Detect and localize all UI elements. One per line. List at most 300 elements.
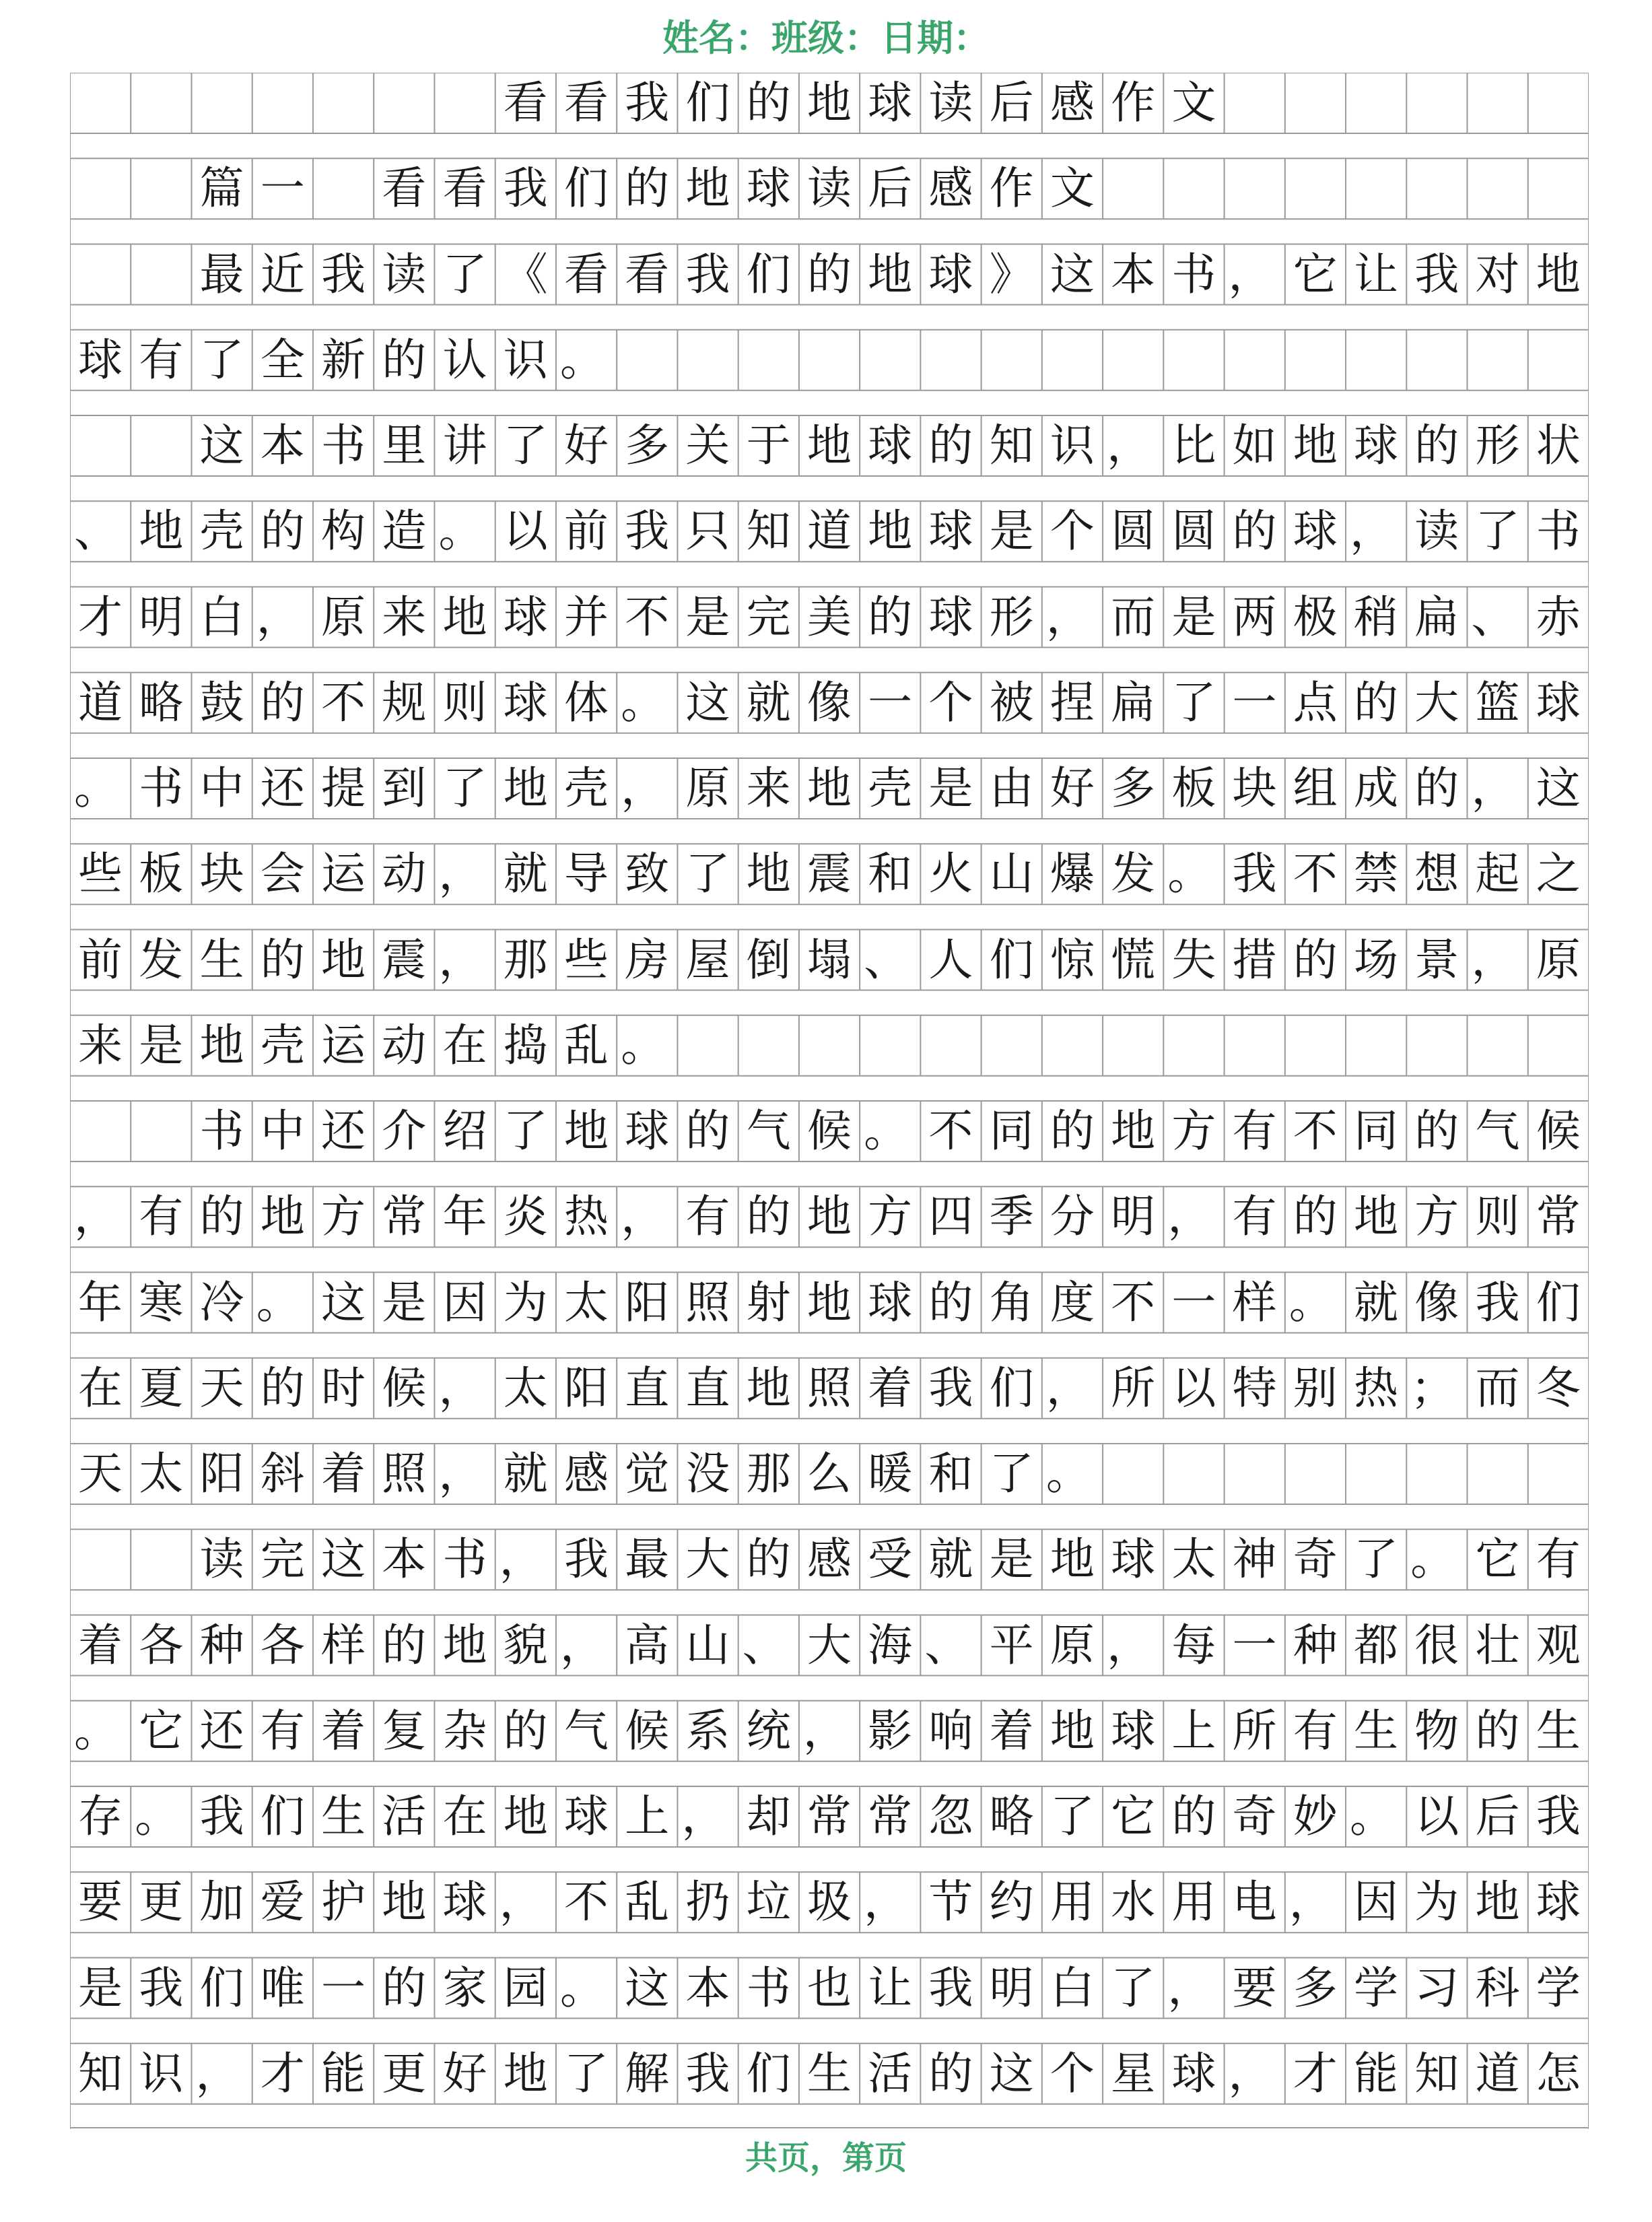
essay-character: 有 bbox=[685, 1190, 730, 1243]
essay-character: 篇 bbox=[199, 162, 244, 215]
essay-character: 地 bbox=[563, 1105, 609, 1157]
essay-character: 也 bbox=[806, 1961, 852, 2014]
essay-character: 大 bbox=[685, 1533, 730, 1586]
essay-character: 比 bbox=[1171, 419, 1216, 471]
essay-character: 系 bbox=[685, 1704, 730, 1757]
essay-character: 地 bbox=[806, 1276, 852, 1328]
essay-character: 和 bbox=[868, 848, 913, 900]
essay-character: 上 bbox=[625, 1790, 670, 1842]
essay-character: 讲 bbox=[442, 419, 487, 471]
essay-character: 捣 bbox=[503, 1019, 548, 1071]
essay-character: 美 bbox=[806, 591, 852, 643]
essay-character: 物 bbox=[1414, 1704, 1459, 1757]
essay-character: 捏 bbox=[1049, 676, 1095, 729]
essay-character: 候 bbox=[625, 1704, 670, 1757]
essay-character: 球 bbox=[1536, 1876, 1581, 1928]
essay-character: 垃 bbox=[746, 1876, 791, 1928]
essay-character: 生 bbox=[1536, 1704, 1581, 1757]
essay-character: 的 bbox=[260, 933, 305, 986]
essay-character: 热 bbox=[1354, 1361, 1399, 1414]
essay-character: ， bbox=[438, 933, 483, 986]
essay-character: 我 bbox=[625, 77, 670, 129]
essay-character: 了 bbox=[1475, 505, 1520, 558]
essay-character: 壳 bbox=[563, 762, 609, 814]
essay-character: 就 bbox=[503, 1448, 548, 1500]
essay-character: 的 bbox=[746, 1190, 791, 1243]
essay-character: 地 bbox=[503, 1790, 548, 1842]
essay-character: 看 bbox=[625, 248, 670, 300]
essay-character: 方 bbox=[868, 1190, 913, 1243]
essay-character: 活 bbox=[382, 1790, 427, 1842]
essay-character: 近 bbox=[260, 248, 305, 300]
essay-character: 有 bbox=[260, 1704, 305, 1757]
essay-character: 绍 bbox=[442, 1105, 487, 1157]
essay-character: 地 bbox=[1111, 1105, 1156, 1157]
essay-character: 这 bbox=[685, 676, 730, 729]
essay-character: 多 bbox=[1293, 1961, 1338, 2014]
essay-character: 了 bbox=[989, 1448, 1034, 1500]
essay-character: 不 bbox=[563, 1876, 609, 1928]
essay-character: 才 bbox=[78, 591, 123, 643]
essay-character: 很 bbox=[1414, 1619, 1459, 1671]
essay-character: 球 bbox=[442, 1876, 487, 1928]
essay-character: 角 bbox=[989, 1276, 1034, 1328]
essay-character: 地 bbox=[260, 1190, 305, 1243]
essay-character: 地 bbox=[746, 1361, 791, 1414]
essay-character: 提 bbox=[320, 762, 366, 814]
essay-character: 各 bbox=[260, 1619, 305, 1671]
essay-character: 爱 bbox=[260, 1876, 305, 1928]
essay-character: 想 bbox=[1414, 848, 1459, 900]
essay-character: ， bbox=[1045, 1361, 1091, 1414]
essay-character: 道 bbox=[806, 505, 852, 558]
essay-character: 了 bbox=[563, 2047, 609, 2099]
essay-character: 这 bbox=[989, 2047, 1034, 2099]
essay-character: 的 bbox=[1414, 1105, 1459, 1157]
essay-character: 的 bbox=[382, 1619, 427, 1671]
essay-character: 护 bbox=[320, 1876, 366, 1928]
essay-character: 圆 bbox=[1111, 505, 1156, 558]
essay-character: 是 bbox=[989, 505, 1034, 558]
essay-character: 星 bbox=[1111, 2047, 1156, 2099]
essay-character: 天 bbox=[199, 1361, 244, 1414]
essay-character: 候 bbox=[1536, 1105, 1581, 1157]
essay-character: 了 bbox=[1111, 1961, 1156, 2014]
essay-character: 壳 bbox=[260, 1019, 305, 1071]
essay-character: 圾 bbox=[806, 1876, 852, 1928]
essay-character: 么 bbox=[806, 1448, 852, 1500]
essay-character: 地 bbox=[806, 419, 852, 471]
essay-character: 一 bbox=[868, 676, 913, 729]
essay-character: 会 bbox=[260, 848, 305, 900]
essay-character: 读 bbox=[1414, 505, 1459, 558]
essay-character: 的 bbox=[928, 419, 973, 471]
essay-character: 这 bbox=[199, 419, 244, 471]
essay-character: 了 bbox=[685, 848, 730, 900]
essay-character: 读 bbox=[382, 248, 427, 300]
essay-character: 本 bbox=[1111, 248, 1156, 300]
essay-character: 科 bbox=[1475, 1961, 1520, 2014]
essay-character: 认 bbox=[442, 333, 487, 386]
essay-character: 那 bbox=[746, 1448, 791, 1500]
essay-character: 好 bbox=[1049, 762, 1095, 814]
essay-character: 这 bbox=[320, 1533, 366, 1586]
essay-character: 篮 bbox=[1475, 676, 1520, 729]
essay-character: 的 bbox=[260, 676, 305, 729]
essay-character: 的 bbox=[1171, 1790, 1216, 1842]
essay-character: 的 bbox=[1354, 676, 1399, 729]
essay-character: 了 bbox=[442, 762, 487, 814]
essay-character: ； bbox=[1410, 1361, 1455, 1414]
essay-character: 书 bbox=[1171, 248, 1216, 300]
essay-character: 的 bbox=[382, 1961, 427, 2014]
essay-character: 球 bbox=[1171, 2047, 1216, 2099]
essay-character: 形 bbox=[1475, 419, 1520, 471]
essay-character: 。 bbox=[256, 1276, 301, 1328]
essay-character: 每 bbox=[1171, 1619, 1216, 1671]
essay-character: 场 bbox=[1354, 933, 1399, 986]
essay-character: 后 bbox=[868, 162, 913, 215]
essay-character: ， bbox=[499, 1533, 544, 1586]
essay-character: 们 bbox=[1536, 1276, 1581, 1328]
essay-character: 太 bbox=[503, 1361, 548, 1414]
essay-character: 各 bbox=[139, 1619, 184, 1671]
essay-character: 个 bbox=[928, 676, 973, 729]
essay-character: 感 bbox=[563, 1448, 609, 1500]
essay-character: 我 bbox=[928, 1961, 973, 2014]
essay-character: 。 bbox=[864, 1105, 909, 1157]
essay-character: 能 bbox=[1354, 2047, 1399, 2099]
essay-character: 对 bbox=[1475, 248, 1520, 300]
essay-character: 状 bbox=[1536, 419, 1581, 471]
essay-character: 完 bbox=[746, 591, 791, 643]
essay-character: 。 bbox=[1410, 1533, 1455, 1586]
essay-character: 了 bbox=[503, 1105, 548, 1157]
essay-character: 一 bbox=[1232, 676, 1277, 729]
essay-character: 球 bbox=[78, 333, 123, 386]
essay-character: ， bbox=[256, 591, 301, 643]
essay-character: 多 bbox=[625, 419, 670, 471]
essay-character: 要 bbox=[78, 1876, 123, 1928]
essay-character: 到 bbox=[382, 762, 427, 814]
essay-character: 地 bbox=[320, 933, 366, 986]
essay-character: 看 bbox=[503, 77, 548, 129]
essay-character: 。 bbox=[1167, 848, 1212, 900]
essay-character: 的 bbox=[382, 333, 427, 386]
essay-character: 书 bbox=[442, 1533, 487, 1586]
essay-character: 来 bbox=[746, 762, 791, 814]
essay-character: 道 bbox=[1475, 2047, 1520, 2099]
essay-character: 观 bbox=[1536, 1619, 1581, 1671]
essay-character: 后 bbox=[1475, 1790, 1520, 1842]
essay-character: 大 bbox=[1414, 676, 1459, 729]
essay-character: 就 bbox=[928, 1533, 973, 1586]
essay-character: 就 bbox=[746, 676, 791, 729]
essay-character: 感 bbox=[928, 162, 973, 215]
essay-character: ， bbox=[1045, 591, 1091, 643]
essay-character: 书 bbox=[320, 419, 366, 471]
essay-character: 白 bbox=[199, 591, 244, 643]
essay-character: 平 bbox=[989, 1619, 1034, 1671]
essay-character: 受 bbox=[868, 1533, 913, 1586]
essay-character: 壳 bbox=[868, 762, 913, 814]
essay-character: 球 bbox=[746, 162, 791, 215]
essay-character: 的 bbox=[1414, 419, 1459, 471]
essay-character: 书 bbox=[139, 762, 184, 814]
essay-character: 阳 bbox=[625, 1276, 670, 1328]
essay-character: 这 bbox=[1049, 248, 1095, 300]
essay-character: 后 bbox=[989, 77, 1034, 129]
essay-character: 是 bbox=[928, 762, 973, 814]
essay-character: 样 bbox=[1232, 1276, 1277, 1328]
essay-character: 寒 bbox=[139, 1276, 184, 1328]
essay-character: 、 bbox=[74, 505, 118, 558]
essay-character: 措 bbox=[1232, 933, 1277, 986]
essay-character: 还 bbox=[320, 1105, 366, 1157]
essay-character: 被 bbox=[989, 676, 1034, 729]
essay-character: 统 bbox=[746, 1704, 791, 1757]
essay-character: 地 bbox=[806, 1190, 852, 1243]
essay-character: 。 bbox=[559, 333, 605, 386]
essay-character: 。 bbox=[1045, 1448, 1091, 1500]
essay-character: 没 bbox=[685, 1448, 730, 1500]
essay-character: 不 bbox=[1293, 1105, 1338, 1157]
essay-character: 壮 bbox=[1475, 1619, 1520, 1671]
essay-character: 那 bbox=[503, 933, 548, 986]
essay-character: 常 bbox=[806, 1790, 852, 1842]
essay-character: ， bbox=[438, 848, 483, 900]
essay-character: 在 bbox=[442, 1019, 487, 1071]
essay-character: 知 bbox=[746, 505, 791, 558]
essay-character: 房 bbox=[625, 933, 670, 986]
essay-character: 成 bbox=[1354, 762, 1399, 814]
essay-character: 直 bbox=[625, 1361, 670, 1414]
essay-character: 两 bbox=[1232, 591, 1277, 643]
essay-character: 妙 bbox=[1293, 1790, 1338, 1842]
essay-character: 略 bbox=[139, 676, 184, 729]
essay-character: 用 bbox=[1171, 1876, 1216, 1928]
essay-character: 冬 bbox=[1536, 1361, 1581, 1414]
essay-character: 炎 bbox=[503, 1190, 548, 1243]
essay-character: 识 bbox=[1049, 419, 1095, 471]
essay-character: 稍 bbox=[1354, 591, 1399, 643]
essay-character: 就 bbox=[1354, 1276, 1399, 1328]
essay-character: 知 bbox=[989, 419, 1034, 471]
essay-character: 暖 bbox=[868, 1448, 913, 1500]
essay-character: 地 bbox=[868, 248, 913, 300]
essay-character: 因 bbox=[442, 1276, 487, 1328]
essay-character: 的 bbox=[1232, 505, 1277, 558]
essay-character: 赤 bbox=[1536, 591, 1581, 643]
essay-character: 运 bbox=[320, 1019, 366, 1071]
essay-character: 慌 bbox=[1111, 933, 1156, 986]
essay-character: ， bbox=[559, 1619, 605, 1671]
essay-character: 们 bbox=[199, 1961, 244, 2014]
essay-character: 了 bbox=[1171, 676, 1216, 729]
essay-character: 四 bbox=[928, 1190, 973, 1243]
essay-character: 好 bbox=[563, 419, 609, 471]
essay-character: 书 bbox=[746, 1961, 791, 2014]
essay-character: 看 bbox=[563, 248, 609, 300]
essay-character: 约 bbox=[989, 1876, 1034, 1928]
essay-character: 原 bbox=[320, 591, 366, 643]
essay-character: 形 bbox=[989, 591, 1034, 643]
essay-character: 由 bbox=[989, 762, 1034, 814]
essay-character: 球 bbox=[868, 77, 913, 129]
essay-character: 太 bbox=[1171, 1533, 1216, 1586]
essay-character: 天 bbox=[78, 1448, 123, 1500]
essay-character: ， bbox=[1288, 1876, 1334, 1928]
essay-character: 地 bbox=[1475, 1876, 1520, 1928]
essay-character: ， bbox=[438, 1361, 483, 1414]
essay-character: 乱 bbox=[563, 1019, 609, 1071]
essay-character: 运 bbox=[320, 848, 366, 900]
essay-character: 的 bbox=[503, 1704, 548, 1757]
essay-character: 我 bbox=[625, 505, 670, 558]
essay-character: 一 bbox=[260, 162, 305, 215]
essay-character: 最 bbox=[199, 248, 244, 300]
essay-character: 用 bbox=[1049, 1876, 1095, 1928]
essay-character: 球 bbox=[625, 1105, 670, 1157]
essay-character: ， bbox=[1350, 505, 1395, 558]
essay-character: 的 bbox=[746, 77, 791, 129]
essay-character: 这 bbox=[1536, 762, 1581, 814]
essay-character: 常 bbox=[1536, 1190, 1581, 1243]
essay-character: 着 bbox=[320, 1704, 366, 1757]
essay-character: 起 bbox=[1475, 848, 1520, 900]
essay-character: 扁 bbox=[1111, 676, 1156, 729]
essay-character: 这 bbox=[320, 1276, 366, 1328]
essay-character: 了 bbox=[1354, 1533, 1399, 1586]
essay-character: 。 bbox=[1288, 1276, 1334, 1328]
essay-character: 球 bbox=[868, 1276, 913, 1328]
essay-character: 全 bbox=[260, 333, 305, 386]
essay-character: ， bbox=[1471, 762, 1516, 814]
essay-character: 在 bbox=[442, 1790, 487, 1842]
essay-character: 致 bbox=[625, 848, 670, 900]
essay-character: 有 bbox=[1232, 1190, 1277, 1243]
essay-character: 高 bbox=[625, 1619, 670, 1671]
essay-character: 原 bbox=[685, 762, 730, 814]
essay-character: 以 bbox=[1171, 1361, 1216, 1414]
essay-character: 着 bbox=[868, 1361, 913, 1414]
essay-character: 看 bbox=[382, 162, 427, 215]
essay-character: 是 bbox=[1171, 591, 1216, 643]
essay-character: 大 bbox=[806, 1619, 852, 1671]
essay-character: 夏 bbox=[139, 1361, 184, 1414]
essay-character: 习 bbox=[1414, 1961, 1459, 2014]
essay-character: 球 bbox=[503, 676, 548, 729]
essay-character: 之 bbox=[1536, 848, 1581, 900]
essay-character: ， bbox=[621, 1190, 666, 1243]
essay-character: 人 bbox=[928, 933, 973, 986]
essay-character: ， bbox=[621, 762, 666, 814]
essay-character: 的 bbox=[1475, 1704, 1520, 1757]
essay-character: 们 bbox=[563, 162, 609, 215]
essay-character: 的 bbox=[260, 505, 305, 558]
essay-character: 是 bbox=[685, 591, 730, 643]
essay-character: 爆 bbox=[1049, 848, 1095, 900]
essay-character: 忽 bbox=[928, 1790, 973, 1842]
essay-character: 的 bbox=[746, 1533, 791, 1586]
essay-character: 地 bbox=[1049, 1533, 1095, 1586]
essay-character: ， bbox=[1107, 419, 1152, 471]
essay-character: ， bbox=[802, 1704, 848, 1757]
essay-character: 完 bbox=[260, 1533, 305, 1586]
essay-character: 地 bbox=[442, 591, 487, 643]
essay-character: 不 bbox=[928, 1105, 973, 1157]
essay-character: 只 bbox=[685, 505, 730, 558]
essay-character: 太 bbox=[139, 1448, 184, 1500]
essay-character: 板 bbox=[1171, 762, 1216, 814]
essay-character: 球 bbox=[563, 1790, 609, 1842]
essay-character: 因 bbox=[1354, 1876, 1399, 1928]
essay-character: 体 bbox=[563, 676, 609, 729]
essay-character: 让 bbox=[1354, 248, 1399, 300]
essay-character: 文 bbox=[1049, 162, 1095, 215]
essay-character: 的 bbox=[685, 1105, 730, 1157]
essay-character: 杂 bbox=[442, 1704, 487, 1757]
essay-character: 。 bbox=[135, 1790, 180, 1842]
essay-character: 为 bbox=[503, 1276, 548, 1328]
essay-character: 山 bbox=[685, 1619, 730, 1671]
essay-character: 。 bbox=[559, 1961, 605, 2014]
essay-character: ， bbox=[1228, 248, 1273, 300]
essay-character: 觉 bbox=[625, 1448, 670, 1500]
essay-character: 有 bbox=[1232, 1105, 1277, 1157]
essay-character: 阳 bbox=[199, 1448, 244, 1500]
essay-character: 在 bbox=[78, 1361, 123, 1414]
essay-character: 球 bbox=[868, 419, 913, 471]
essay-character: 地 bbox=[1293, 419, 1338, 471]
essay-character: 地 bbox=[199, 1019, 244, 1071]
essay-character: 震 bbox=[806, 848, 852, 900]
essay-character: 识 bbox=[503, 333, 548, 386]
essay-character: 新 bbox=[320, 333, 366, 386]
essay-character: 的 bbox=[625, 162, 670, 215]
essay-character: 球 bbox=[928, 505, 973, 558]
essay-character: 斜 bbox=[260, 1448, 305, 1500]
essay-character: 上 bbox=[1171, 1704, 1216, 1757]
essay-character: 地 bbox=[139, 505, 184, 558]
essay-character: 常 bbox=[382, 1190, 427, 1243]
essay-character: 照 bbox=[685, 1276, 730, 1328]
essay-character: 怎 bbox=[1536, 2047, 1581, 2099]
essay-character: 些 bbox=[78, 848, 123, 900]
essay-character: 更 bbox=[139, 1876, 184, 1928]
essay-character: 道 bbox=[78, 676, 123, 729]
essay-character: 常 bbox=[868, 1790, 913, 1842]
essay-character: 、 bbox=[1471, 591, 1516, 643]
essay-character: 们 bbox=[260, 1790, 305, 1842]
essay-character: 生 bbox=[1354, 1704, 1399, 1757]
essay-character: 冷 bbox=[199, 1276, 244, 1328]
essay-character: 就 bbox=[503, 848, 548, 900]
essay-character: 地 bbox=[806, 77, 852, 129]
essay-character: 的 bbox=[260, 1361, 305, 1414]
essay-character: 于 bbox=[746, 419, 791, 471]
essay-character: 年 bbox=[442, 1190, 487, 1243]
essay-character: 而 bbox=[1475, 1361, 1520, 1414]
essay-character: 同 bbox=[1354, 1105, 1399, 1157]
essay-character: 气 bbox=[563, 1704, 609, 1757]
essay-character: 学 bbox=[1536, 1961, 1581, 2014]
essay-character: 为 bbox=[1414, 1876, 1459, 1928]
essay-character: 种 bbox=[199, 1619, 244, 1671]
essay-character: 阳 bbox=[563, 1361, 609, 1414]
essay-character: 园 bbox=[503, 1961, 548, 2014]
essay-character: 海 bbox=[868, 1619, 913, 1671]
